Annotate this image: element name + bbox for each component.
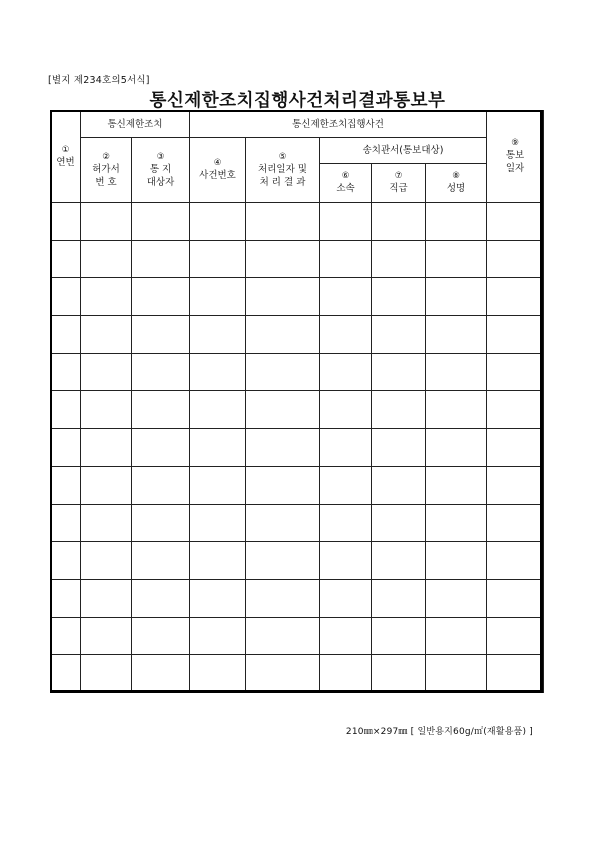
header-process-date-result: ⑤ 처리일자 및 처 리 결 과 [246,138,320,203]
form-reference: [별지 제234호의5서식] [48,75,150,86]
paper-size-note: 210㎜×297㎜ [ 일반용지60g/㎡(재활용품) ] [345,727,533,737]
header-restriction-measure: 통신제한조치 [81,111,190,138]
header-notice-target: ③ 통 지 대상자 [132,138,190,203]
header-prosecutor-office: 송치관서(통보대상) [320,138,487,164]
form-title: 통신제한조치집행사건처리결과통보부 [149,91,446,111]
header-rank: ⑦ 직급 [372,164,426,203]
header-permit-number: ② 허가서 번 호 [81,138,132,203]
header-affiliation: ⑥ 소속 [320,164,372,203]
table-outer-border [50,110,543,693]
header-notice-date: ⑨ 통보 일자 [487,111,544,203]
header-serial-number: ① 연번 [51,111,81,203]
header-execution-case: 통신제한조치집행사건 [190,111,487,138]
header-case-number: ④ 사건번호 [190,138,246,203]
header-name: ⑧ 성명 [426,164,487,203]
